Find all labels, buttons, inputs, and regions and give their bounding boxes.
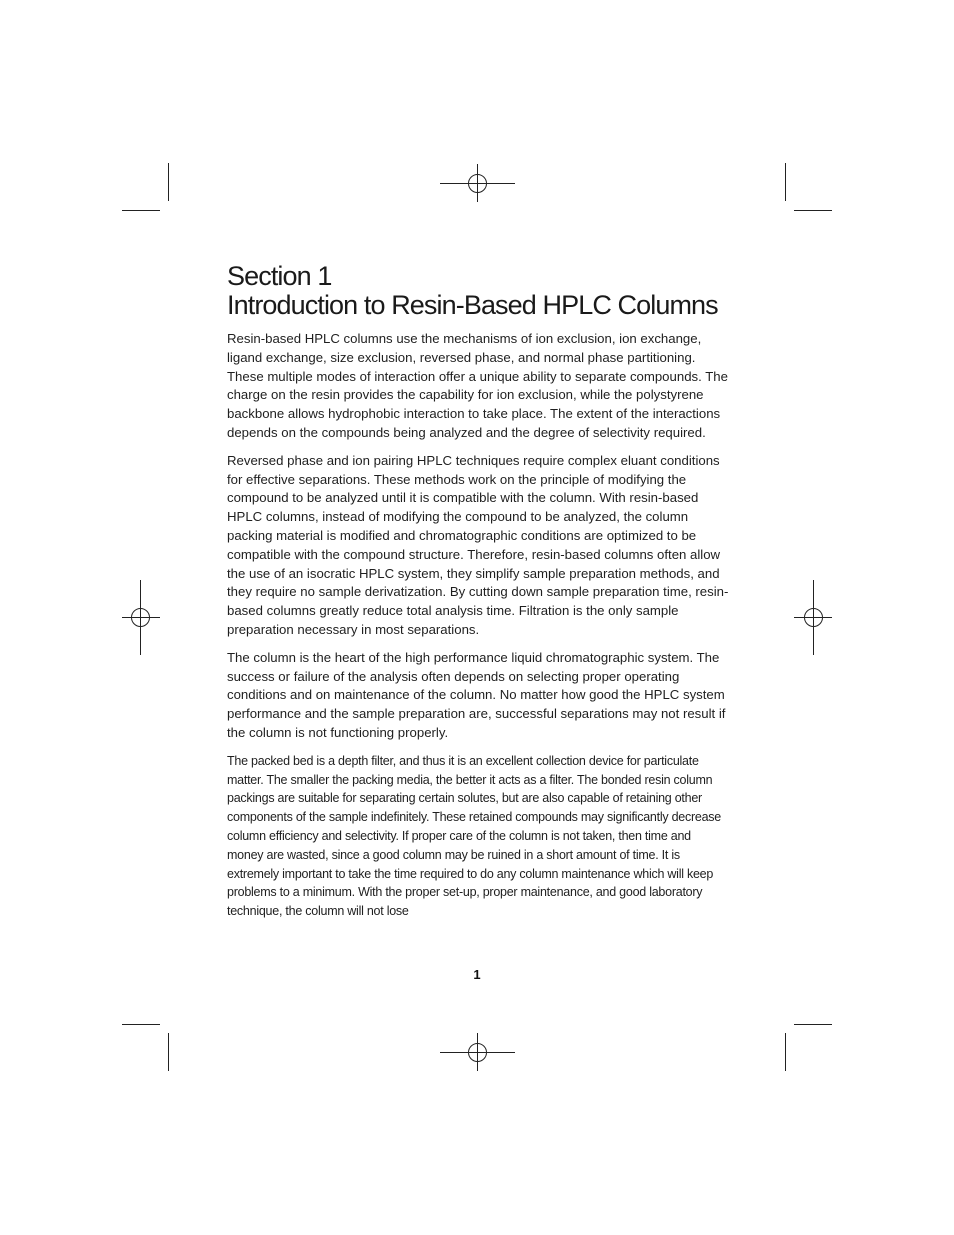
registration-mark-left (122, 580, 160, 655)
crop-mark-bottom-right (786, 1025, 833, 1072)
paragraph-packed-bed: The packed bed is a depth filter, and thus it is an excellent collection device for particulate matter. The smaller the packing media, the better it acts as a filter. The bonded resin column packings are suitable for separating certain solutes, but are also capable of retaining other components of the sample indefinitely. These retained compounds may significantly decrease column efficiency and selectivity. If proper care of the column is not taken, then time and money are wasted, since a good column may be ruined in a short amount of time. It is extremely important to take the time required to do any column maintenance which will keep problems to a minimum. With the proper set-up, proper maintenance, and good laboratory technique, the column will not lose (227, 753, 721, 919)
section-label: Section 1 (227, 261, 332, 291)
paragraph-techniques: Reversed phase and ion pairing HPLC techniques require complex eluant conditions for effective separations. These methods work on the principle of modifying the compound to be analyzed until it is compatible with the column. With resin-based HPLC columns, instead of modifying the compound to be analyzed, the column packing material is modified and chromatographic conditions are optimized to be compatible with the compound structure. Therefore, resin-based columns often allow the use of an isocratic HPLC system, they simplify sample preparation methods, and they require no sample derivatization. By cutting down sample preparation time, resin-based columns greatly reduce total analysis time. Filtration is the only sample preparation necessary in most separations. (227, 452, 729, 637)
registration-mark-right (794, 580, 832, 655)
paragraph-column-heart: The column is the heart of the high performance liquid chromatographic system. The success or failure of the analysis often depends on selecting proper operating conditions and on maintenance of the column. No matter how good the HPLC system performance and the sample preparation are, successful separations may not result if the column is not functioning properly. (227, 649, 726, 740)
crop-mark-bottom-left (122, 1025, 169, 1072)
registration-mark-top (440, 164, 515, 202)
registration-mark-bottom (440, 1033, 515, 1071)
section-heading (227, 262, 729, 320)
crop-mark-top-left (122, 163, 169, 211)
page-number: 1 (473, 967, 481, 982)
section-title: Introduction to Resin-Based HPLC Columns (227, 290, 718, 320)
crop-mark-top-right (786, 163, 833, 211)
paragraph-intro: Resin-based HPLC columns use the mechanisms of ion exclusion, ion exchange, ligand exchange, size exclusion, reversed phase, and normal phase partitioning. These multiple modes of interaction offer a unique ability to separate compounds. The charge on the resin provides the capability for ion exclusion, while the polystyrene backbone allows hydrophobic interaction to take place. The extent of the interactions depends on the compounds being analyzed and the degree of selectivity required. (227, 331, 728, 440)
main-content (227, 262, 729, 930)
